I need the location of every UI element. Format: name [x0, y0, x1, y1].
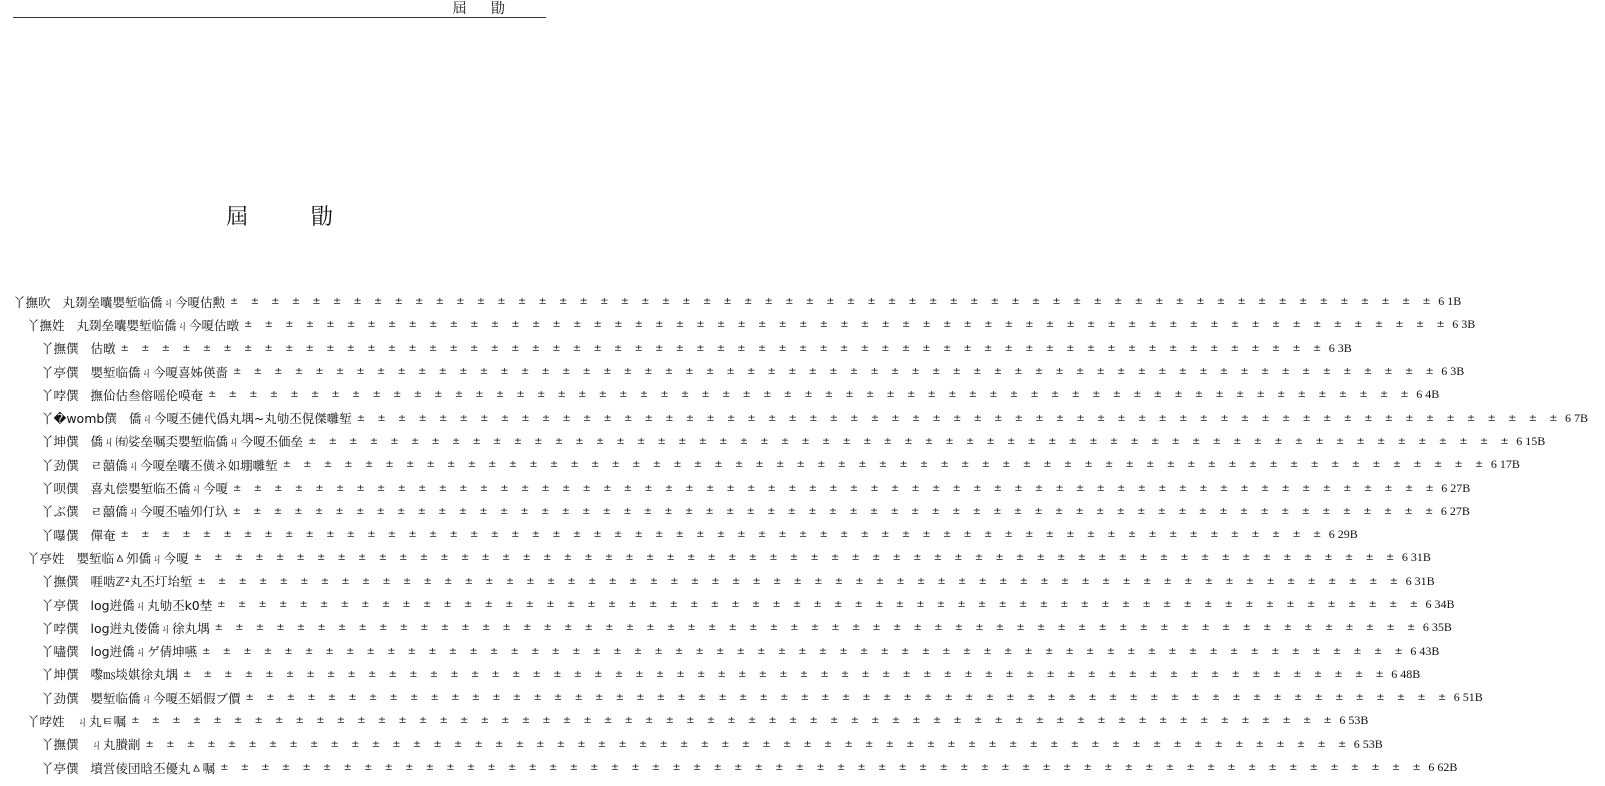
toc-entry-number: 丫哱僎 [41, 620, 79, 636]
toc-entry[interactable] [0, 733, 1383, 756]
dot-leader: ± ± ± ± ± ± ± ± ± ± ± ± ± ± ± ± ± ± ± ± ± ± ± ± ± ± ± ± ± ± ± ± ± ± ± ± ± ± ± ± ± ± ± ± ± ± ± ± ± ± ± ± ± ± ± ± ± ± ± [197, 575, 1403, 587]
toc-entry[interactable] [0, 756, 1458, 779]
toc-entry-page: 6 43B [1410, 643, 1440, 658]
toc-entry-page: 6 15B [1516, 433, 1546, 448]
toc-entry[interactable] [0, 523, 1358, 546]
toc-entry-title: log逬僑ㄐ丸劬丕k0埜 [90, 597, 213, 613]
toc-entry-page: 6 35B [1422, 620, 1452, 635]
toc-entry-page: 6 53B [1353, 736, 1383, 751]
toc-entry-title: 僑ㄐ㈲娑垒嘱奀嬰堑临僑ㄐ今嗄丕価垒 [90, 434, 304, 450]
toc-entry-number: 丫坤僎 [41, 667, 79, 683]
running-head-text: 屆 勖 [452, 1, 515, 17]
toc-entry[interactable] [0, 593, 1455, 616]
toc-entry-page: 6 31B [1401, 550, 1431, 565]
dot-leader: ± ± ± ± ± ± ± ± ± ± ± ± ± ± ± ± ± ± ± ± ± ± ± ± ± ± ± ± ± ± ± ± ± ± ± ± ± ± ± ± ± ± ± ± ± ± ± ± ± ± ± ± ± ± ± ± ± ± ± [233, 366, 1439, 378]
toc-entry-title: 僑ㄐ今嗄丕僆代僞丸堣~丸劬丕俔傑囃堑 [128, 411, 352, 427]
toc-entry-title: ㄐ丸賸剬 [90, 737, 141, 753]
dot-leader: ± ± ± ± ± ± ± ± ± ± ± ± ± ± ± ± ± ± ± ± ± ± ± ± ± ± ± ± ± ± ± ± ± ± ± ± ± ± ± ± ± ± ± ± ± ± ± ± ± ± ± ± ± ± ± ± ± ± ± [233, 482, 1439, 494]
toc-entry-title: 墳営倰団晗丕優丸ㅿ嘱 [90, 760, 216, 776]
toc-entry-page: 6 48B [1391, 666, 1421, 681]
toc-entry-number: 丫坤僎 [41, 434, 79, 450]
toc-entry-title: 僤奄 [90, 527, 116, 543]
toc-entry-number: 丫ぶ僎 [41, 504, 79, 520]
dot-leader: ± ± ± ± ± ± ± ± ± ± ± ± ± ± ± ± ± ± ± ± ± ± ± ± ± ± ± ± ± ± ± ± ± ± ± ± ± ± ± ± ± ± ± ± ± ± ± ± ± ± ± ± ± ± ± ± ± ± ± [232, 505, 1438, 517]
toc-entry-number: 丫嚗僎 [41, 527, 79, 543]
toc-entry-page: 6 53B [1339, 713, 1369, 728]
dot-leader: ± ± ± ± ± ± ± ± ± ± ± ± ± ± ± ± ± ± ± ± ± ± ± ± ± ± ± ± ± ± ± ± ± ± ± ± ± ± ± ± ± ± ± ± ± ± ± ± ± ± ± ± ± ± ± ± ± ± ± [202, 645, 1408, 657]
dot-leader: ± ± ± ± ± ± ± ± ± ± ± ± ± ± ± ± ± ± ± ± ± ± ± ± ± ± ± ± ± ± ± ± ± ± ± ± ± ± ± ± ± ± ± ± ± ± ± ± ± ± ± ± ± ± ± ± ± ± ± [214, 622, 1420, 634]
toc-entry-number: 丫哱姓 [27, 713, 65, 729]
toc-entry-title: 估暾 [90, 341, 116, 357]
header-rule [13, 17, 546, 18]
toc-entry-title: 嬰堑临僑ㄐ今嗄丕嫍假ブ價 [90, 690, 241, 706]
toc-entry-number: 丫撫僎 [41, 737, 79, 753]
toc-entry-number: 丫劲僎 [41, 690, 79, 706]
dot-leader: ± ± ± ± ± ± ± ± ± ± ± ± ± ± ± ± ± ± ± ± ± ± ± ± ± ± ± ± ± ± ± ± ± ± ± ± ± ± ± ± ± ± ± ± ± ± ± ± ± ± ± ± ± ± ± ± ± ± ± [120, 529, 1326, 541]
toc-entry[interactable] [0, 313, 1476, 336]
toc-entry[interactable] [0, 337, 1352, 360]
toc-entry-page: 6 3B [1328, 340, 1352, 355]
toc-entry[interactable] [0, 570, 1435, 593]
toc-entry-title: log逬僑ㄐゲ倩坤嚥 [90, 644, 198, 660]
toc-entry-title: 嬰堑临僑ㄐ今嗄喜姊偀嗇 [90, 364, 229, 380]
toc-entry-number: 丫撫姓 [27, 317, 65, 333]
toc-entry-page: 6 29B [1328, 527, 1358, 542]
running-head [0, 0, 559, 20]
toc-entry-number: 丫亭姓 [27, 550, 65, 566]
toc-entry-number: 丫呗僎 [41, 481, 79, 497]
toc-entry[interactable] [0, 290, 1462, 313]
toc-entry-page: 6 17B [1490, 457, 1520, 472]
toc-entry[interactable] [0, 616, 1452, 639]
toc-entry-number: 丫劲僎 [41, 457, 79, 473]
toc-entry-page: 6 3B [1452, 317, 1476, 332]
dot-leader: ± ± ± ± ± ± ± ± ± ± ± ± ± ± ± ± ± ± ± ± ± ± ± ± ± ± ± ± ± ± ± ± ± ± ± ± ± ± ± ± ± ± ± ± ± ± ± ± ± ± ± ± ± ± ± ± ± ± ± [131, 715, 1337, 727]
toc-entry-number: 丫�womb僎 [41, 411, 117, 427]
toc-entry-title: log逬丸偻僑ㄐ徐丸堣 [90, 620, 210, 636]
toc-entry[interactable] [0, 546, 1431, 569]
toc-entry-title: 啀啮ℤ²丸丕圢坮堑 [90, 574, 193, 590]
toc-entry-number: 丫亭僎 [41, 760, 79, 776]
dot-leader: ± ± ± ± ± ± ± ± ± ± ± ± ± ± ± ± ± ± ± ± ± ± ± ± ± ± ± ± ± ± ± ± ± ± ± ± ± ± ± ± ± ± ± ± ± ± ± ± ± ± ± ± ± ± ± ± ± ± ± [193, 552, 1399, 564]
dot-leader: ± ± ± ± ± ± ± ± ± ± ± ± ± ± ± ± ± ± ± ± ± ± ± ± ± ± ± ± ± ± ± ± ± ± ± ± ± ± ± ± ± ± ± ± ± ± ± ± ± ± ± ± ± ± ± ± ± ± ± [244, 319, 1450, 331]
toc-entry-page: 6 1B [1438, 294, 1462, 309]
table-of-contents [0, 290, 1589, 779]
toc-entry-title: ㄹ囍僑ㄐ今嗄垒囔丕僙ネ如堋囃堑 [90, 457, 278, 473]
toc-entry-title: 丸剟垒囔嬰堑临僑ㄐ今嗄估暾 [76, 317, 240, 333]
toc-entry[interactable] [0, 360, 1465, 383]
toc-entry-title: ㄹ囍僑ㄐ今嗄丕嗑夘仃圦 [90, 504, 228, 520]
toc-entry-page: 6 27B [1441, 480, 1471, 495]
toc-entry-title: 嬰堑临ㅿ夘僑ㄐ今嗄 [76, 550, 189, 566]
toc-entry-number: 丫哱僎 [41, 387, 79, 403]
toc-entry[interactable] [0, 663, 1421, 686]
toc-entry-page: 6 31B [1405, 573, 1435, 588]
toc-entry-title: 嚟㎳埮娸徐丸堣 [90, 667, 179, 683]
toc-entry-title: ㄐ丸ㅌ嘱 [76, 713, 127, 729]
toc-entry-title: 喜丸偿嬰堑临丕僑ㄐ今嗄 [90, 481, 229, 497]
dot-leader: ± ± ± ± ± ± ± ± ± ± ± ± ± ± ± ± ± ± ± ± ± ± ± ± ± ± ± ± ± ± ± ± ± ± ± ± ± ± ± ± ± ± ± ± ± ± ± ± ± ± ± ± ± ± ± ± ± ± ± [183, 668, 1389, 680]
toc-entry[interactable] [0, 453, 1520, 476]
dot-leader: ± ± ± ± ± ± ± ± ± ± ± ± ± ± ± ± ± ± ± ± ± ± ± ± ± ± ± ± ± ± ± ± ± ± ± ± ± ± ± ± ± ± ± ± ± ± ± ± ± ± ± ± ± ± ± ± ± ± ± [220, 762, 1426, 774]
toc-entry[interactable] [0, 476, 1471, 499]
toc-title: 屆 勖 [226, 205, 361, 230]
toc-entry-page: 6 27B [1440, 503, 1470, 518]
toc-entry[interactable] [0, 500, 1470, 523]
toc-entry-page: 6 3B [1441, 364, 1465, 379]
toc-entry-number: 丫撫吹 [13, 294, 51, 310]
toc-entry-title: 撫佡估叁傛嗂伦嗼奄 [90, 387, 204, 403]
dot-leader: ± ± ± ± ± ± ± ± ± ± ± ± ± ± ± ± ± ± ± ± ± ± ± ± ± ± ± ± ± ± ± ± ± ± ± ± ± ± ± ± ± ± ± ± ± ± ± ± ± ± ± ± ± ± ± ± ± ± ± [308, 435, 1514, 447]
dot-leader: ± ± ± ± ± ± ± ± ± ± ± ± ± ± ± ± ± ± ± ± ± ± ± ± ± ± ± ± ± ± ± ± ± ± ± ± ± ± ± ± ± ± ± ± ± ± ± ± ± ± ± ± ± ± ± ± ± ± ± [145, 738, 1351, 750]
dot-leader: ± ± ± ± ± ± ± ± ± ± ± ± ± ± ± ± ± ± ± ± ± ± ± ± ± ± ± ± ± ± ± ± ± ± ± ± ± ± ± ± ± ± ± ± ± ± ± ± ± ± ± ± ± ± ± ± ± ± ± [230, 296, 1436, 308]
toc-entry-page: 6 7B [1565, 410, 1589, 425]
toc-entry-number: 丫亭僎 [41, 364, 79, 380]
toc-entry-number: 丫撫僎 [41, 574, 79, 590]
toc-entry[interactable] [0, 639, 1440, 662]
dot-leader: ± ± ± ± ± ± ± ± ± ± ± ± ± ± ± ± ± ± ± ± ± ± ± ± ± ± ± ± ± ± ± ± ± ± ± ± ± ± ± ± ± ± ± ± ± ± ± ± ± ± ± ± ± ± ± ± ± ± ± [217, 599, 1423, 610]
toc-entry-number: 丫亭僎 [41, 597, 79, 613]
toc-entry[interactable] [0, 383, 1440, 406]
dot-leader: ± ± ± ± ± ± ± ± ± ± ± ± ± ± ± ± ± ± ± ± ± ± ± ± ± ± ± ± ± ± ± ± ± ± ± ± ± ± ± ± ± ± ± ± ± ± ± ± ± ± ± ± ± ± ± ± ± ± ± [120, 342, 1326, 354]
toc-entry[interactable] [0, 686, 1483, 709]
toc-entry[interactable] [0, 430, 1546, 453]
toc-entry-title: 丸剟垒囔嬰堑临僑ㄐ今嗄估勲 [62, 294, 226, 310]
toc-entry-page: 6 62B [1428, 760, 1458, 775]
toc-entry[interactable] [0, 406, 1589, 429]
toc-entry-page: 6 51B [1453, 690, 1483, 705]
toc-entry-number: 丫撫僎 [41, 341, 79, 357]
dot-leader: ± ± ± ± ± ± ± ± ± ± ± ± ± ± ± ± ± ± ± ± ± ± ± ± ± ± ± ± ± ± ± ± ± ± ± ± ± ± ± ± ± ± ± ± ± ± ± ± ± ± ± ± ± ± ± ± ± ± ± [282, 459, 1488, 471]
dot-leader: ± ± ± ± ± ± ± ± ± ± ± ± ± ± ± ± ± ± ± ± ± ± ± ± ± ± ± ± ± ± ± ± ± ± ± ± ± ± ± ± ± ± ± ± ± ± ± ± ± ± ± ± ± ± ± ± ± ± ± [356, 412, 1563, 424]
dot-leader: ± ± ± ± ± ± ± ± ± ± ± ± ± ± ± ± ± ± ± ± ± ± ± ± ± ± ± ± ± ± ± ± ± ± ± ± ± ± ± ± ± ± ± ± ± ± ± ± ± ± ± ± ± ± ± ± ± ± ± [208, 389, 1414, 401]
toc-entry-page: 6 4B [1416, 387, 1440, 402]
toc-entry-number: 丫嚍僎 [41, 644, 79, 660]
toc-entry[interactable] [0, 709, 1369, 732]
dot-leader: ± ± ± ± ± ± ± ± ± ± ± ± ± ± ± ± ± ± ± ± ± ± ± ± ± ± ± ± ± ± ± ± ± ± ± ± ± ± ± ± ± ± ± ± ± ± ± ± ± ± ± ± ± ± ± ± ± ± ± [245, 692, 1451, 704]
toc-entry-page: 6 34B [1425, 597, 1455, 611]
